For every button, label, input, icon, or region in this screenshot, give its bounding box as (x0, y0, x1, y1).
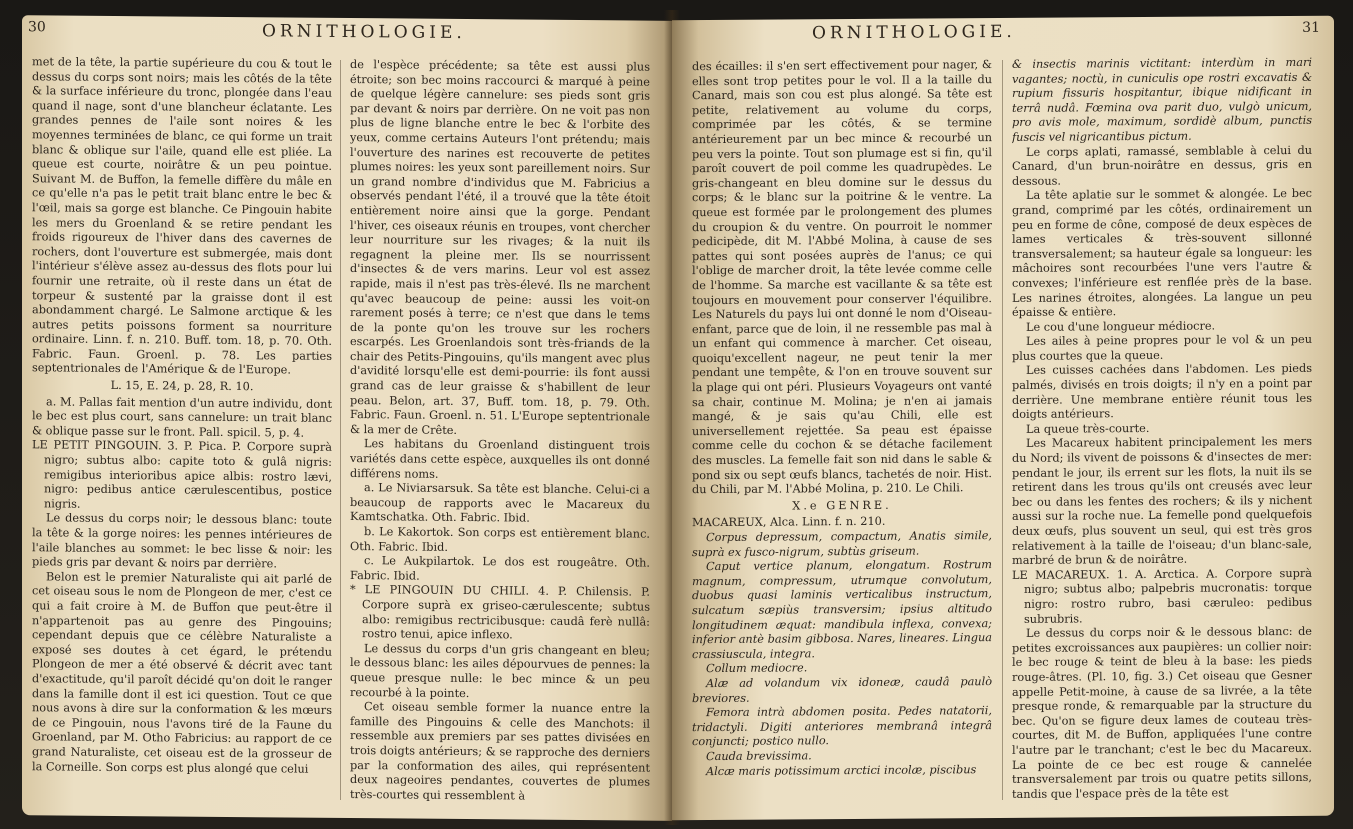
paragraph: Le dessus du corps noir; le dessous blanc: toute la tête & la gorge noires: les pennes intérieures de l'aile blanches au sommet: le bec lisse & noir: les pieds gris par devant & noirs par derrière. (32, 511, 332, 571)
latin-description: Corpus depressum, compactum, Anatis simile, suprà ex fusco-nigrum, subtùs griseum. (692, 529, 992, 559)
paragraph: Belon est le premier Naturaliste qui ait parlé de cet oiseau sous le nom de Plongeon de mer, c'est ce qui a fait croire à M. de Buffon que peut-être il n'appartenoit pas au genre des Pingouins; cependant depuis que ce célèbre Naturaliste a exposé ses doutes à cet égard, le prétendu Plongeon de mer a été observé & décrit avec tant d'exactitude, qu'il paroît décidé qu'on doit le ranger dans la famille dont il est ici question. Tout ce que nous avons à dire sur la conformation & les mœurs de ce Pingouin, nous l'avons tiré de la Faune du Groenland, par M. Otho Fabricius: au rapport de ce grand Naturaliste, cet oiseau est de la grosseur de la Corneille. Son corps est plus alongé que celui (32, 570, 332, 776)
column-rule (340, 60, 341, 800)
paragraph: Les cuisses cachées dans l'abdomen. Les pieds palmés, divisés en trois doigts; il n'y en a point par derrière. Une membrane entière réunit tous les doigts antérieurs. (1012, 362, 1312, 422)
left-running-head: ORNITHOLOGIE. (262, 21, 466, 44)
right-running-head: ORNITHOLOGIE. (812, 21, 1016, 44)
right-column-1 (692, 58, 992, 810)
species-entry-macareux: LE MACAREUX. 1. A. Arctica. A. Corpore suprà nigro; subtus albo; palpebris mucronatis: torque nigro: rostro rubro, basi cæruleo: pedibus subrubris. (1012, 566, 1312, 626)
paragraph: Le dessus du corps d'un gris changeant en bleu; le dessous blanc: les ailes dépourvues de pennes: la queue presque nulle: le bec mince & un peu recourbé à la pointe. (350, 641, 650, 700)
genus-heading: X.e GENRE. (792, 498, 892, 513)
variety-a: a. Le Niviarsarsuk. Sa tête est blanche. Celui-ci a beaucoup de rapports avec le Macareux du Kamtschatka. Oth. Fabric. Ibid. (350, 481, 650, 526)
variety-c: c. Le Aukpilartok. Le dos est rougeâtre. Oth. Fabric. Ibid. (350, 554, 650, 583)
right-column-2 (1012, 56, 1312, 808)
variety-b: b. Le Kakortok. Son corps est entièrement blanc. Oth. Fabric. Ibid. (350, 525, 650, 554)
paragraph: Les Macareux habitent principalement les mers du Nord; ils vivent de poissons & d'insectes de mer: pendant le jour, ils errent sur les flots, la nuit ils se retirent dans les trous qu'ils ont creusés avec leur bec ou dans les fentes des rochers; & ils y nichent aussi sur la roche nue. La femelle pond quelquefois deux œufs, plus souvent un seul, qui est très gros relativement à la taille de l'oiseau; d'un blanc-sale, marbré de brun & de noirâtre. (1012, 435, 1312, 568)
latin-description: Alæ ad volandum vix idoneæ, caudâ paulò breviores. (692, 675, 992, 705)
species-entry-petit-pingouin: LE PETIT PINGOUIN. 3. P. Pica. P. Corpore suprà nigro; subtus albo: capite toto & gulâ nigris: remigibus interioribus apice albis: rostro lævi, nigro: pedibus antice cærulescentibus, postice nigris. (32, 438, 332, 511)
paragraph: met de la tête, la partie supérieure du cou & tout le dessus du corps sont noirs; mais les côtés de la tête & la surface inférieure du tronc, plongée dans l'eau quand il nage, sont d'une blancheur éclatante. Les grandes pennes de l'aile sont noires & les moyennes terminées de blanc, ce qui forme un trait blanc & oblique sur l'aile, quand elle est pliée. La queue est courte, noirâtre & un peu pointue. Suivant M. de Buffon, la femelle diffère du mâle en ce qu'elle n'a pas le petit trait blanc entre le bec & l'œil, mais sa gorge est blanche. Ce Pingouin habite les mers du Groenland & se retire pendant les froids rigoureux de l'hiver dans des cavernes de rochers, dont l'ouverture est submergée, mais dont l'intérieur s'élève assez au-dessus des flots pour lui fournir une retraite, où il reste dans un état de torpeur & sustenté par la graisse dont il est abondamment chargé. Le Salmone arctique & les autres petits poissons forment sa nourriture ordinaire. Linn. f. n. 210. Buff. tom. 18, p. 70. Oth. Fabric. Faun. Groenl. p. 78. Les parties septentrionales de l'Amérique & de l'Europe. (32, 55, 332, 377)
paragraph: a. M. Pallas fait mention d'un autre individu, dont le bec est plus court, sans cannelure: un trait blanc & oblique passe sur le front. Pall. spicil. 5, p. 4. (32, 395, 332, 440)
paragraph: Le cou d'une longueur médiocre. (1026, 319, 1216, 334)
paragraph: La queue très-courte. (1026, 421, 1150, 436)
paragraph: Cet oiseau semble former la nuance entre la famille des Pingouins & celle des Manchots: il ressemble aux premiers par ses pattes divisées en trois doigts antérieurs; & se rapproche des derniers par la conformation des ailes, qui représentent deux nageoires pendantes, couvertes de plumes très-courtes qui ressemblent à (350, 700, 650, 803)
paragraph: des écailles: il s'en sert effectivement pour nager, & elles sont trop petites pour le vol. Il a la taille du Canard, mais son cou est plus alongé. Sa tête est petite, relativement au volume du corps, comprimée par les côtés, & se termine antérieurement par un bec mince & recourbé un peu vers la pointe. Tout son plumage est si fin, qu'il paroît couvert de poil comme les quadrupèdes. Le gris-changeant en bleu domine sur le dessus du corps; & le blanc sur la poitrine & le ventre. La queue est formée par le prolongement des plumes du croupion & du ventre. On pourroit le nommer pedicipède, dit M. l'Abbé Molina, à cause de ses pattes qui sont posées auprès de l'anus; ce qui l'oblige de marcher droit, la tête levée comme celle de l'homme. Sa marche est vacillante & sa tête est toujours en mouvement pour conserver l'équilibre. Les Naturels du pays lui ont donné le nom d'Oiseau-enfant, parce que de loin, il ne ressemble pas mal à un enfant qui commence à marcher. Cet oiseau, quoiqu'excellent nageur, ne peut tenir la mer pendant une tempête, & l'on en trouve souvent sur la plage qui ont péri. Plusieurs Voyageurs ont vanté sa chair, continue M. Molina; je n'en ai jamais mangé, & je sais qu'au Chili, elle est universellement rejettée. Sa peau est épaisse comme celle du cochon & se détache facilement des muscles. La femelle fait son nid dans le sable & pond six ou sept œufs blancs, tachetés de noir. Hist. du Chili, par M. l'Abbé Molina, p. 210. Le Chili. (692, 58, 992, 497)
latin-description: Caput vertice planum, elongatum. Rostrum magnum, compressum, utrumque convolutum, duobus quasi laminis verticalibus instructum, sulcatum sæpiùs transversim; ipsius altitudo longitudinem æquat: mandibula inflexa, convexa; inferior antè basim gibbosa. Nares, lineares. Lingua crassiuscula, integra. (692, 558, 992, 661)
measurements: L. 15, E. 24, p. 28, R. 10. (110, 378, 254, 394)
latin-description: Femora intrà abdomen posita. Pedes natatorii, tridactyli. Digiti anteriores membranâ integrâ conjuncti; postico nullo. (692, 704, 992, 749)
latin-description: & insectis marinis victitant: interdùm in mari vagantes; noctù, in cuniculis ope rostri excavatis & rupium fissuris hospitantur, ibique nidificant in terrâ nudâ. Fœmina ova parit duo, vulgò unicum, pro avis mole, maximum, sordidè album, punctis fuscis vel nigricantibus pictum. (1012, 55, 1312, 144)
paragraph: Les ailes à peine propres pour le vol & un peu plus courtes que la queue. (1012, 333, 1312, 363)
right-page-number: 31 (1302, 19, 1320, 36)
paragraph: Les habitans du Groenland distinguent trois variétés dans cette espèce, auxquelles ils ont donné différens noms. (350, 437, 650, 481)
paragraph: Le corps aplati, ramassé, semblable à celui du Canard, d'un brun-noirâtre en dessus, gris en dessous. (1012, 143, 1312, 188)
left-page-number: 30 (28, 19, 46, 36)
column-rule (1002, 60, 1003, 800)
left-column-1 (32, 55, 332, 808)
left-column-2 (350, 58, 650, 811)
paragraph: La tête aplatie sur le sommet & alongée. Le bec grand, comprimé par les côtés, ordinairement un peu en forme de cône, composé de deux espèces de lames verticales & très-souvent sillonné transversalement; sa hauteur égale sa longueur: les mâchoires sont recourbées l'une vers l'autre & convexes; l'inférieure est renflée près de la base. Les narines étroites, alongées. La langue un peu épaisse & entière. (1012, 187, 1312, 320)
latin-description: Cauda brevissima. (706, 749, 812, 763)
left-page (22, 15, 672, 821)
species-entry-pingouin-du-chili: * LE PINGOUIN DU CHILI. 4. P. Chilensis. P. Corpore suprà ex griseo-cærulescente; subtus albo: remigibus rectricibusque: caudâ ferè nullâ: rostro tenui, apice inflexo. (350, 583, 650, 642)
latin-description: Collum mediocre. (706, 661, 808, 676)
genus-name: MACAREUX, Alca. Linn. f. n. 210. (692, 515, 886, 530)
paragraph: Le dessus du corps noir & le dessous blanc: de petites excroissances aux paupières: un collier noir: le bec rouge & teint de bleu à la base: les pieds rouge-âtres. (Pl. 10, fig. 3.) Cet oiseau que Gesner appelle Petit-moine, à cause de sa livrée, a la tête presque ronde, & remarquable par la structure du bec. Qu'on se figure deux lames de couteau très-courtes, dit M. de Buffon, appliquées l'une contre l'autre par le tranchant; c'est le bec du Macareux. La pointe de ce bec est rouge & cannelée transversalement par trois ou quatre petits sillons, tandis que l'espace près de la tête est (1012, 624, 1312, 801)
paragraph: de l'espèce précédente; sa tête est aussi plus étroite; son bec moins raccourci & marqué à peine de quelque légère cannelure: ses pieds sont gris par devant & noirs par derrière. On ne voit pas non plus de ligne blanche entre le bec & l'orbite des yeux, comme certains Auteurs l'ont prétendu; mais l'ouverture des narines est recouverte de petites plumes noires: les yeux sont pareillement noirs. Sur un grand nombre d'individus que M. Fabricius a observés pendant l'été, il a trouvé que la tête étoit entièrement noire ainsi que la gorge. Pendant l'hiver, ces oiseaux réunis en troupes, vont chercher leur nourriture sur les rivages; & la nuit ils regagnent la pleine mer. Ils se nourrissent d'insectes & de vers marins. Leur vol est assez rapide, mais il n'est pas très-élevé. Ils ne marchent qu'avec beaucoup de peine: aussi les voit-on rarement posés à terre; ce n'est que dans le tems de la ponte qu'on les trouve sur les rochers escarpés. Les Groenlandois sont très-friands de la chair des Petits-Pingouins, qu'ils mangent avec plus d'avidité lorsqu'elle est demi-pourrie: ils font aussi grand cas de leur graisse & s'habillent de leur peau. Belon, art. 37, Buff. tom. 18, p. 79. Oth. Fabric. Faun. Groenl. n. 51. L'Europe septentrionale & la mer de Crête. (350, 58, 650, 437)
latin-description: Alcæ maris potissimum arctici incolæ, piscibus (706, 762, 977, 778)
right-page (672, 16, 1334, 821)
